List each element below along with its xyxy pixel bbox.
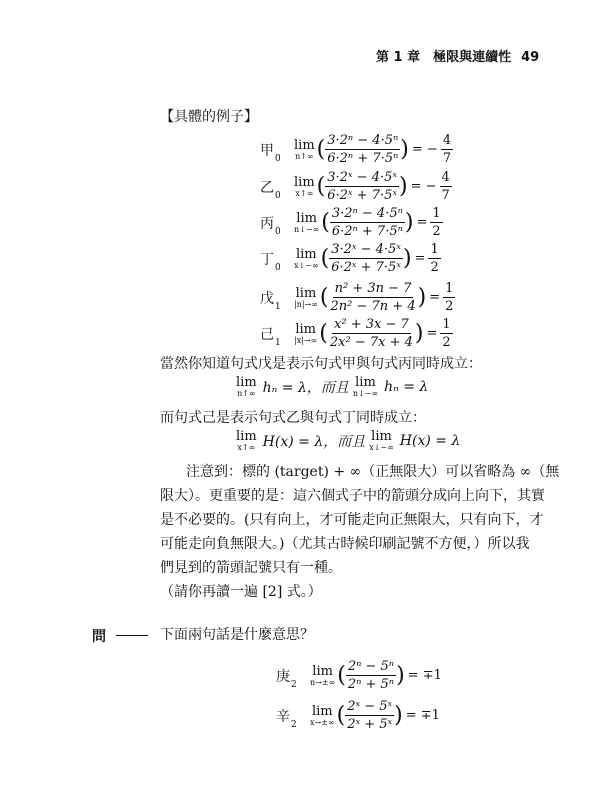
rhs-den: 2 <box>432 224 441 239</box>
formula-tag: 己 <box>260 326 274 343</box>
formula-tag: 丁 <box>260 251 274 268</box>
formula-tag: 庚 <box>276 668 290 685</box>
note-line: （請你再讀一遍 [2] 式。） <box>160 584 322 600</box>
denominator: 6·2ˣ + 7·5ˣ <box>327 188 397 203</box>
formula-tag: 乙 <box>260 179 274 196</box>
eq-body: hₙ = λ，而且 <box>262 380 349 396</box>
denominator: 2ⁿ + 5ⁿ <box>347 677 395 692</box>
paragraph: 而句式己是表示句式乙與句式丁同時成立： <box>160 410 426 426</box>
formula-tag: 辛 <box>276 708 290 725</box>
numerator: n² + 3n − 7 <box>334 281 412 296</box>
question-text: 下面兩句話是什麼意思？ <box>160 627 314 643</box>
formula-jia: 甲 0 lim n↑∞ ( $\frac{\text{3·2ⁿ − 4·5ⁿ}}{\text{6·2ⁿ + 7·5ⁿ}}$ ) = − $\frac{4}{7}$ <box>260 133 452 166</box>
denominator: 6·2ˣ + 7·5ˣ <box>331 260 401 275</box>
numerator: 2ˣ − 5ˣ <box>347 699 393 714</box>
formula-sub: 0 <box>275 153 281 164</box>
formula-sub: 1 <box>275 301 281 312</box>
question-rule <box>116 635 148 636</box>
eq-body: hₙ = λ <box>384 379 429 395</box>
rhs-sign: = − <box>410 179 437 194</box>
lim-under: |n|→∞ <box>294 299 318 309</box>
numerator: 3·2ⁿ − 4·5ⁿ <box>331 206 403 221</box>
numerator: 3·2ⁿ − 4·5ⁿ <box>327 133 399 148</box>
lim-under: n↓−∞ <box>352 389 379 398</box>
note-line: 可能走向負無限大。)（尤其古時候印刷記號不方便，）所以我 <box>160 536 530 552</box>
rhs-sign: = <box>426 326 438 341</box>
eq-body: H(x) = λ <box>399 433 461 449</box>
formula-sub: 2 <box>291 679 297 690</box>
rhs: = ∓1 <box>407 668 442 683</box>
formula-wu: 戊 1 lim |n|→∞ ( $\frac{\text{n² + 3n − 7}}{\text{2n² − 7n + 4}}$ ) = $\frac{1}{2}$ <box>260 281 454 314</box>
denominator: 2x² − 7x + 4 <box>329 335 413 350</box>
rhs-den: 2 <box>445 299 454 314</box>
rhs-sign: = <box>414 251 426 266</box>
lim-under: n↓−∞ <box>294 224 320 234</box>
equation-h: lim n↑∞ hₙ = λ，而且 lim n↓−∞ hₙ = λ <box>236 375 429 398</box>
rhs-num: 1 <box>442 317 451 332</box>
paragraph: 當然你知道句式戊是表示句式甲與句式丙同時成立： <box>160 356 482 372</box>
lim-under: x→±∞ <box>310 717 335 727</box>
lim-under: x↑∞ <box>295 188 314 198</box>
lim-under: n→±∞ <box>310 677 336 687</box>
numerator: 2ⁿ − 5ⁿ <box>347 659 395 674</box>
formula-sub: 0 <box>275 190 281 201</box>
running-header <box>376 46 539 65</box>
formula-tag: 丙 <box>260 215 274 232</box>
lim-under: n↑∞ <box>237 389 256 398</box>
rhs-sign: = − <box>411 142 438 157</box>
rhs-sign: = <box>416 215 428 230</box>
formula-ji: 己 1 lim |x|→∞ ( $\frac{\text{x² + 3x − 7}}{\text{2x² − 7x + 4}}$ ) = $\frac{1}{2}$ <box>260 317 451 350</box>
denominator: 6·2ⁿ + 7·5ⁿ <box>331 224 403 239</box>
numerator: x² + 3x − 7 <box>334 317 409 332</box>
rhs-num: 4 <box>441 170 450 185</box>
page-number: 49 <box>521 50 540 65</box>
formula-xin: 辛 2 lim x→±∞ ( $\frac{\text{2ˣ − 5ˣ}}{\text{2ˣ + 5ˣ}}$ ) = ∓1 <box>276 699 440 732</box>
rhs-den: 2 <box>442 335 451 350</box>
rhs: = ∓1 <box>405 708 440 723</box>
rhs-den: 7 <box>442 151 452 166</box>
rhs-num: 1 <box>445 281 454 296</box>
section-title: 【具體的例子】 <box>160 109 258 125</box>
formula-bing: 丙 0 lim n↓−∞ ( $\frac{\text{3·2ⁿ − 4·5ⁿ}}{\text{6·2ⁿ + 7·5ⁿ}}$ ) = $\frac{1}{2}$ <box>260 206 441 239</box>
numerator: 3·2ˣ − 4·5ˣ <box>331 242 401 257</box>
numerator: 3·2ˣ − 4·5ˣ <box>327 170 397 185</box>
denominator: 6·2ⁿ + 7·5ⁿ <box>327 151 399 166</box>
formula-geng: 庚 2 lim n→±∞ ( $\frac{\text{2ⁿ − 5ⁿ}}{\text{2ⁿ + 5ⁿ}}$ ) = ∓1 <box>276 659 442 692</box>
rhs-den: 2 <box>430 260 439 275</box>
lim-under: x↓−∞ <box>294 260 319 270</box>
formula-tag: 甲 <box>260 142 274 159</box>
note-line: 注意到：標的 (target) + ∞（正無限大）可以省略為 ∞（無 <box>186 464 560 480</box>
eq-body: H(x) = λ，而且 <box>262 434 366 450</box>
formula-ding: 丁 0 lim x↓−∞ ( $\frac{\text{3·2ˣ − 4·5ˣ}}{\text{6·2ˣ + 7·5ˣ}}$ ) = $\frac{1}{2}$ <box>260 242 439 275</box>
formula-sub: 0 <box>275 226 281 237</box>
lim-under: x↓−∞ <box>369 443 394 452</box>
formula-yi: 乙 0 lim x↑∞ ( $\frac{\text{3·2ˣ − 4·5ˣ}}{\text{6·2ˣ + 7·5ˣ}}$ ) = − $\frac{4}{7}$ <box>260 170 450 203</box>
chapter-title: 第 1 章 極限與連續性 <box>376 50 512 65</box>
rhs-num: 1 <box>432 206 441 221</box>
note-line: 限大）。更重要的是：這六個式子中的箭頭分成向上向下，其實 <box>160 488 545 504</box>
equation-H: lim x↑∞ H(x) = λ，而且 lim x↓−∞ H(x) = λ <box>236 429 461 452</box>
lim-under: n↑∞ <box>295 151 314 161</box>
note-line: 們見到的箭頭記號只有一種。 <box>160 560 342 576</box>
formula-tag: 戊 <box>260 290 274 307</box>
denominator: 2n² − 7n + 4 <box>330 299 416 314</box>
rhs-num: 1 <box>430 242 439 257</box>
formula-sub: 1 <box>275 337 281 348</box>
formula-sub: 0 <box>275 262 281 273</box>
note-line: 是不必要的。(只有向上，才可能走向正無限大，只有向下，才 <box>160 512 544 528</box>
formula-sub: 2 <box>291 719 297 730</box>
rhs-sign: = <box>429 290 441 305</box>
rhs-num: 4 <box>442 133 452 148</box>
lim-under: |x|→∞ <box>294 335 318 345</box>
rhs-den: 7 <box>441 188 450 203</box>
denominator: 2ˣ + 5ˣ <box>347 717 393 732</box>
question-mark: 問 <box>92 629 106 645</box>
lim-under: x↑∞ <box>237 443 256 452</box>
